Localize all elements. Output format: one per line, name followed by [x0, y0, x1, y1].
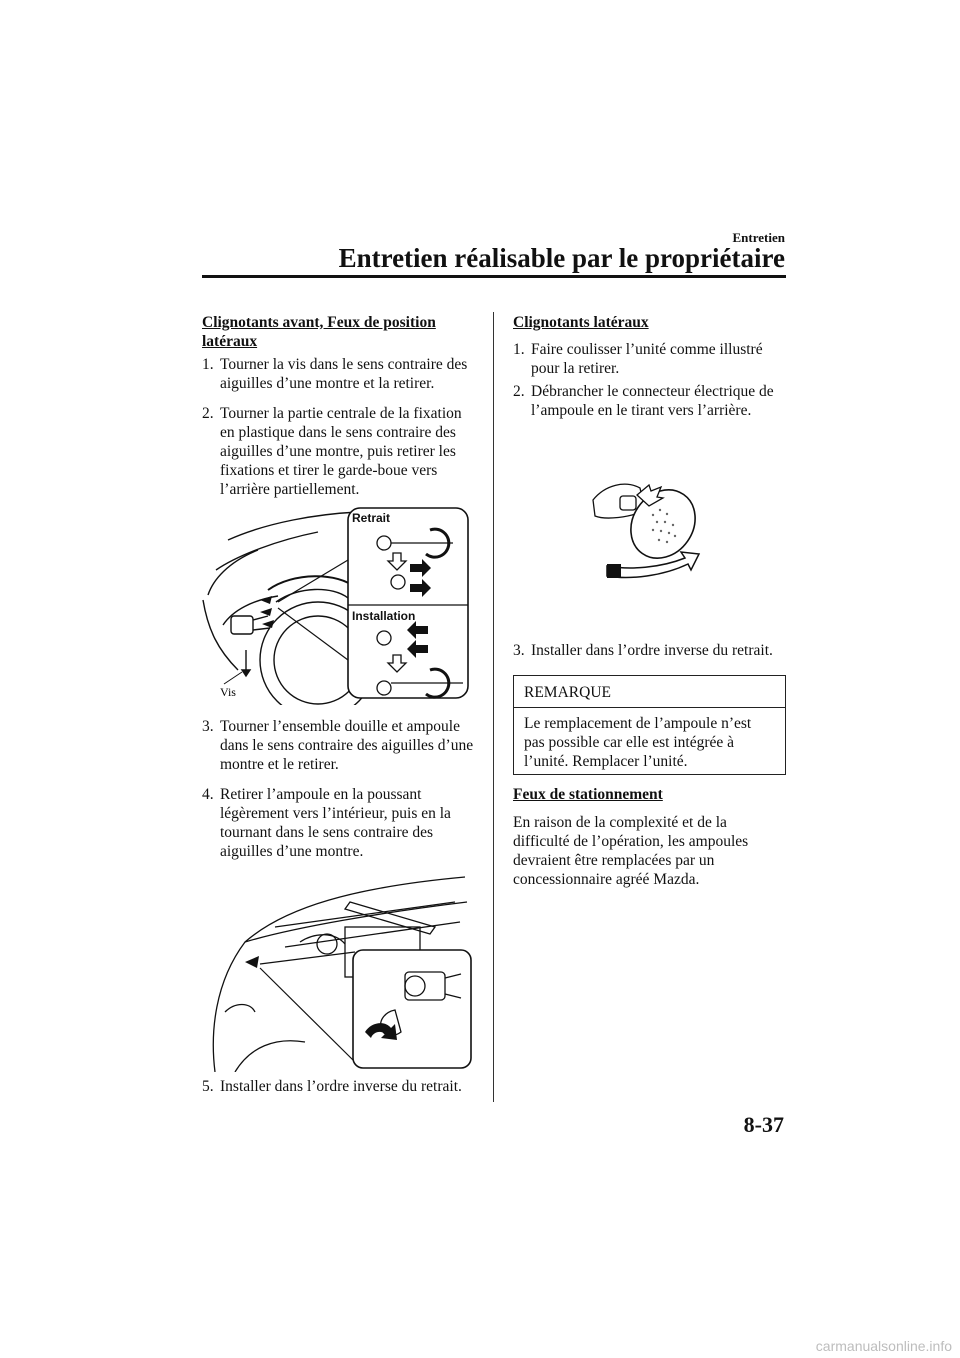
column-divider	[493, 312, 494, 1102]
figure-label-screw: Vis	[220, 685, 236, 699]
note-text: Le remplacement de l’ampoule n’est pas possible car elle est intégrée à l’unité. Remplacer l’unité.	[524, 715, 752, 770]
note-box	[513, 675, 786, 775]
note-divider	[514, 707, 785, 708]
figure-label-retrait: Retrait	[352, 511, 391, 525]
left-step-4	[202, 785, 474, 861]
step-number: 2.	[513, 383, 525, 400]
figure-side-lamp	[585, 470, 705, 582]
right-step-2	[513, 382, 785, 420]
step-text: Installer dans l’ordre inverse du retrait.	[220, 1078, 462, 1095]
step-text: Tourner l’ensemble douille et ampoule dans le sens contraire des aiguilles d’une montre et le retirer.	[220, 718, 474, 773]
right-paragraph: En raison de la complexité et de la difficulté de l’opération, les ampoules devraient être remplacées par un concessionnaire agréé Mazda.	[513, 814, 749, 888]
figure-fender-clips	[198, 500, 473, 705]
step-number: 3.	[513, 642, 525, 659]
page-title: Entretien réalisable par le propriétaire	[338, 243, 785, 273]
step-text: Débrancher le connecteur électrique de l’ampoule en le tirant vers l’arrière.	[531, 383, 774, 419]
heading-rule	[202, 275, 786, 278]
figure-bulb-socket	[205, 872, 475, 1072]
left-step-2	[202, 404, 474, 499]
left-step-3	[202, 717, 474, 774]
section-label: Entretien	[732, 230, 785, 245]
step-text: Tourner la partie centrale de la fixation en plastique dans le sens contraire des aiguilles d’une montre, puis retirer les fixations et tirer le garde-boue vers l’arrière partiellement.	[220, 405, 462, 498]
left-step-5	[202, 1077, 482, 1096]
step-number: 5.	[202, 1078, 214, 1095]
right-step-3	[513, 641, 793, 660]
step-number: 3.	[202, 718, 214, 735]
left-step-1	[202, 355, 474, 393]
step-number: 4.	[202, 786, 214, 803]
right-step-1	[513, 340, 785, 378]
right-subtitle: Clignotants latéraux	[513, 314, 649, 331]
right-subtitle-2: Feux de stationnement	[513, 786, 663, 803]
step-text: Installer dans l’ordre inverse du retrait.	[531, 642, 773, 659]
step-text: Tourner la vis dans le sens contraire des aiguilles d’une montre et la retirer.	[220, 356, 468, 392]
page-number: 8-37	[743, 1112, 784, 1137]
step-text: Faire coulisser l’unité comme illustré pour la retirer.	[531, 341, 763, 377]
step-number: 2.	[202, 405, 214, 422]
watermark: carmanualsonline.info	[815, 1338, 952, 1354]
note-title: REMARQUE	[524, 684, 611, 701]
left-subtitle: Clignotants avant, Feux de position latéraux	[202, 314, 436, 350]
step-number: 1.	[202, 356, 214, 373]
figure-label-installation: Installation	[352, 609, 416, 623]
step-text: Retirer l’ampoule en la poussant légèrement vers l’intérieur, puis en la tournant dans le sens contraire des aiguilles d’une montre.	[220, 786, 451, 860]
step-number: 1.	[513, 341, 525, 358]
